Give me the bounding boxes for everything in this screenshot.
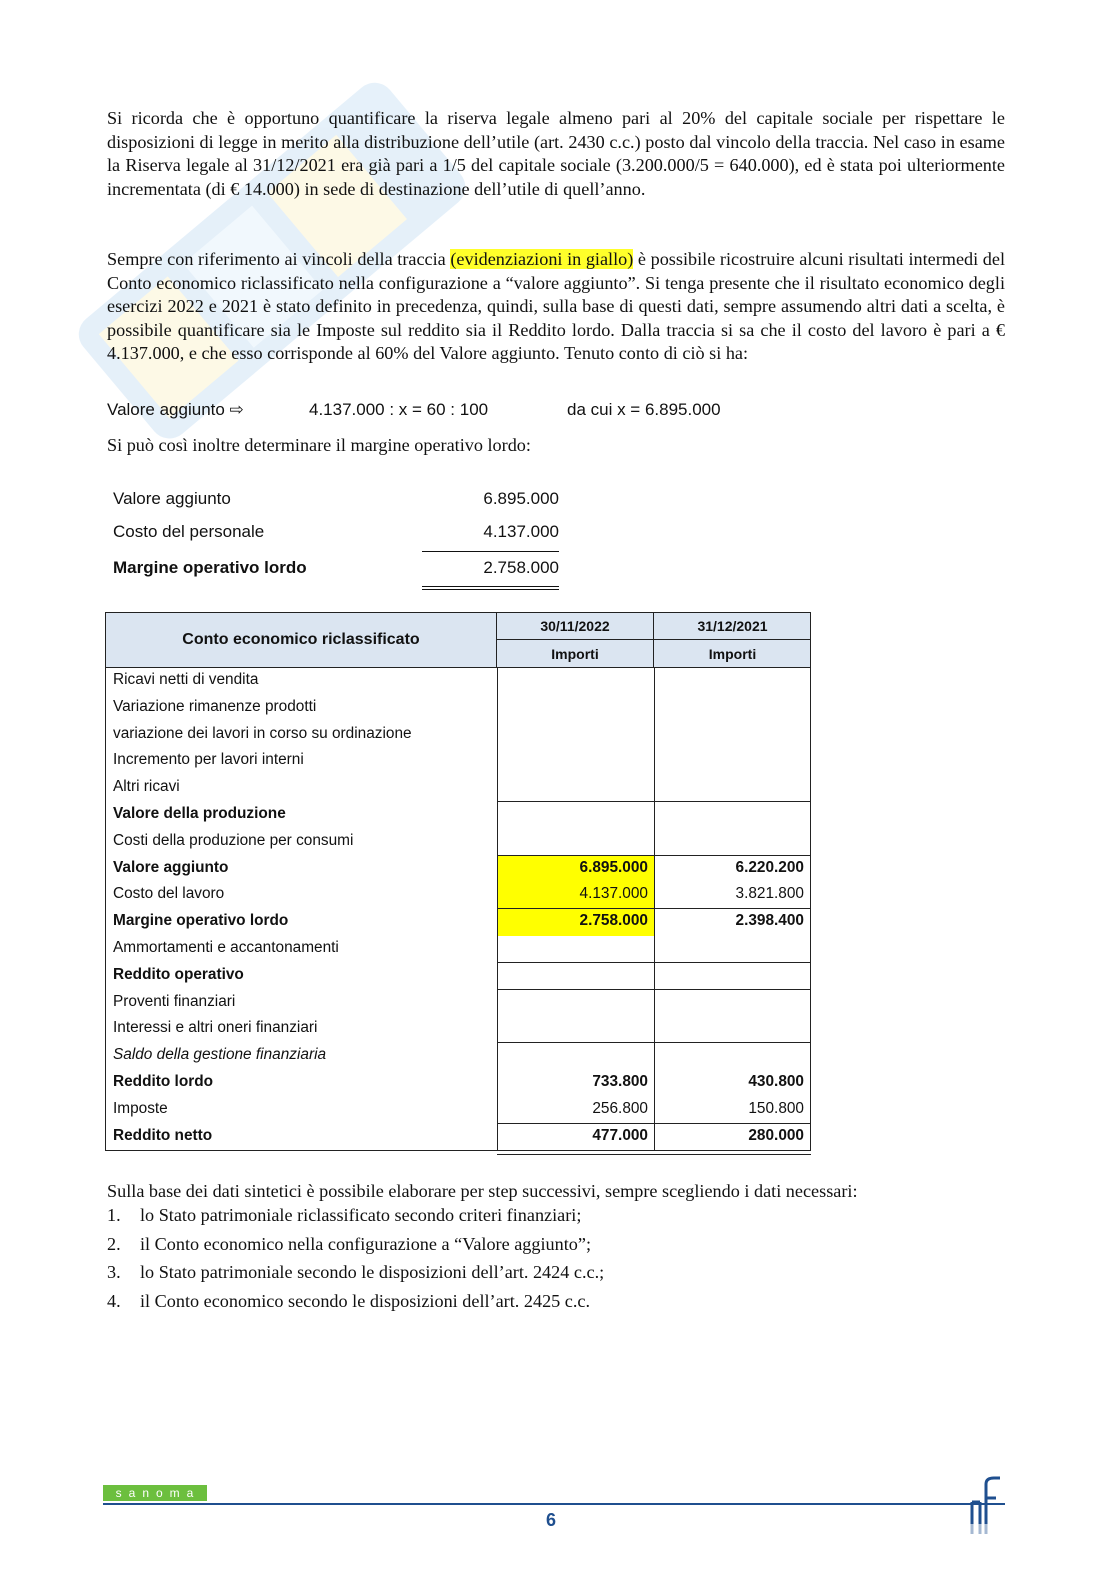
value-2022: 256.800 bbox=[497, 1097, 654, 1124]
value-2021: 6.220.200 bbox=[654, 856, 811, 883]
column-date: 31/12/2021 bbox=[654, 613, 811, 640]
conto-economico-table bbox=[105, 612, 811, 1151]
table-row bbox=[106, 856, 811, 883]
paragraph-mol-intro: Si può così inoltre determinare il margine operativo lordo: bbox=[107, 435, 531, 455]
column-sub: Importi bbox=[551, 645, 599, 662]
value-2021: 3.821.800 bbox=[654, 882, 811, 909]
paragraph-vincoli-traccia bbox=[107, 248, 1005, 366]
publisher-logo-icon bbox=[962, 1474, 1006, 1538]
table-title: Conto economico riclassificato bbox=[106, 613, 497, 667]
value-2021 bbox=[654, 748, 811, 775]
value-2022 bbox=[497, 963, 654, 990]
table-row bbox=[106, 802, 811, 829]
row-label: Imposte bbox=[113, 1099, 168, 1117]
row-label: variazione dei lavori in corso su ordinazione bbox=[113, 724, 412, 742]
total-double-line bbox=[422, 586, 559, 590]
paragraph-text: è possibile ricostruire alcuni risultati intermedi del Conto economico riclassificato nella configurazione a “valore aggiunto”. Si tenga presente che il risultato economico degli esercizi 2022 e 2021 è stato definito in precedenza, quindi, sulla base di questi dati, sempre assumendo altri dati a scelta, è possibile quantificare sia le Imposte sul reddito sia il Reddito lordo. Dalla traccia si sa che il costo del lavoro è pari a € 4.137.000, e che esso corrisponde al 60% del Valore aggiunto. Tenuto conto di ciò si ha: bbox=[107, 249, 1005, 363]
list-number: 4. bbox=[107, 1290, 121, 1311]
table-row bbox=[106, 775, 811, 802]
total-double-line bbox=[497, 1152, 811, 1155]
list-number: 3. bbox=[107, 1262, 121, 1282]
mol-row bbox=[107, 550, 567, 586]
mol-label: Costo del personale bbox=[113, 522, 265, 541]
table-row bbox=[106, 1097, 811, 1124]
list-item bbox=[107, 1290, 1007, 1319]
formula-result: da cui x = 6.895.000 bbox=[567, 400, 721, 419]
mol-row bbox=[107, 484, 567, 517]
value-2022 bbox=[497, 802, 654, 829]
value-2021: 150.800 bbox=[654, 1097, 811, 1124]
row-label: Saldo della gestione finanziaria bbox=[113, 1046, 327, 1064]
step-list bbox=[107, 1204, 1007, 1318]
table-row bbox=[106, 909, 811, 936]
value-2022 bbox=[497, 1016, 654, 1043]
table-header bbox=[105, 612, 811, 668]
column-2021 bbox=[654, 613, 811, 667]
row-label: Interessi e altri oneri finanziari bbox=[113, 1019, 318, 1037]
row-label: Margine operativo lordo bbox=[113, 912, 289, 930]
value-2022: 733.800 bbox=[497, 1070, 654, 1097]
value-2022: 477.000 bbox=[497, 1124, 654, 1151]
value-2021 bbox=[654, 1016, 811, 1043]
value-2022 bbox=[497, 775, 654, 802]
formula-label: Valore aggiunto ⇨ bbox=[107, 400, 244, 419]
mol-calculation bbox=[107, 484, 567, 586]
table-row bbox=[106, 990, 811, 1017]
mol-value: 4.137.000 bbox=[483, 522, 559, 541]
value-2022 bbox=[497, 722, 654, 749]
table-row bbox=[106, 668, 811, 695]
row-label: Variazione rimanenze prodotti bbox=[113, 697, 317, 715]
value-2021 bbox=[654, 1043, 811, 1070]
table-row bbox=[106, 936, 811, 963]
table-row bbox=[106, 882, 811, 909]
value-2022: 2.758.000 bbox=[497, 909, 654, 936]
list-text: lo Stato patrimoniale riclassificato secondo criteri finanziari; bbox=[140, 1205, 582, 1225]
row-label: Proventi finanziari bbox=[113, 992, 236, 1010]
column-2022 bbox=[497, 613, 654, 667]
value-2021: 280.000 bbox=[654, 1124, 811, 1151]
row-label: Reddito netto bbox=[113, 1126, 213, 1144]
mol-value: 6.895.000 bbox=[483, 489, 559, 508]
list-number: 1. bbox=[107, 1205, 121, 1225]
row-label: Reddito lordo bbox=[113, 1072, 214, 1090]
value-2022 bbox=[497, 990, 654, 1017]
list-number: 2. bbox=[107, 1233, 121, 1254]
column-date: 30/11/2022 bbox=[497, 613, 653, 640]
page-number: 6 bbox=[546, 1510, 557, 1530]
paragraph-text: Sempre con riferimento ai vincoli della traccia bbox=[107, 249, 451, 269]
row-label: Valore aggiunto bbox=[113, 858, 229, 876]
row-label: Valore della produzione bbox=[113, 804, 286, 822]
value-2022 bbox=[497, 829, 654, 856]
value-2022 bbox=[497, 748, 654, 775]
value-2021: 2.398.400 bbox=[654, 909, 811, 936]
value-2021 bbox=[654, 722, 811, 749]
list-item bbox=[107, 1261, 1007, 1290]
paragraph-riserva-legale: Si ricorda che è opportuno quantificare la riserva legale almeno pari al 20% del capitale sociale per rispettare le disposizioni di legge in merito alla distribuzione dell’utile (art. 2430 c.c.) posto dal vincolo della traccia. Nel caso in esame la Riserva legale al 31/12/2021 era già pari a 1/5 del capitale sociale (3.200.000/5 = 640.000), ed è stata poi ulteriormente incrementata (di € 14.000) in sede di destinazione dell’utile di quell’anno. bbox=[107, 108, 1005, 199]
value-2021: 430.800 bbox=[654, 1070, 811, 1097]
list-item bbox=[107, 1233, 1007, 1262]
value-2021 bbox=[654, 829, 811, 856]
mol-value: 2.758.000 bbox=[483, 558, 559, 577]
value-2022: 4.137.000 bbox=[497, 882, 654, 909]
table-row bbox=[106, 695, 811, 722]
paragraph-step-intro: Sulla base dei dati sintetici è possibile elaborare per step successivi, sempre scegliendo i dati necessari: bbox=[107, 1181, 858, 1201]
highlighted-text: (evidenziazioni in giallo) bbox=[450, 249, 634, 269]
value-2021 bbox=[654, 668, 811, 695]
row-label: Costo del lavoro bbox=[113, 885, 225, 903]
list-item bbox=[107, 1204, 1007, 1233]
value-2021 bbox=[654, 936, 811, 963]
mol-label: Valore aggiunto bbox=[113, 489, 231, 508]
value-2022 bbox=[497, 668, 654, 695]
formula-equation: 4.137.000 : x = 60 : 100 bbox=[309, 400, 489, 419]
value-2021 bbox=[654, 963, 811, 990]
mol-label: Margine operativo lordo bbox=[113, 558, 307, 577]
value-2021 bbox=[654, 990, 811, 1017]
list-text: il Conto economico nella configurazione a “Valore aggiunto”; bbox=[140, 1233, 591, 1254]
row-label: Altri ricavi bbox=[113, 778, 180, 796]
row-label: Costi della produzione per consumi bbox=[113, 831, 354, 849]
table-row bbox=[106, 829, 811, 856]
table-row bbox=[106, 722, 811, 749]
table-row bbox=[106, 748, 811, 775]
value-2022 bbox=[497, 936, 654, 963]
value-2021 bbox=[654, 775, 811, 802]
footer-divider bbox=[103, 1503, 1005, 1505]
mol-row bbox=[107, 517, 567, 550]
table-row bbox=[106, 1043, 811, 1070]
value-2022 bbox=[497, 1043, 654, 1070]
sanoma-logo: sanoma bbox=[103, 1485, 207, 1501]
list-text: lo Stato patrimoniale secondo le disposizioni dell’art. 2424 c.c.; bbox=[140, 1262, 605, 1282]
table-row bbox=[106, 1124, 811, 1151]
table-body bbox=[105, 668, 811, 1151]
column-sub: Importi bbox=[708, 645, 757, 662]
table-row bbox=[106, 1070, 811, 1097]
value-2021 bbox=[654, 695, 811, 722]
value-2021 bbox=[654, 802, 811, 829]
row-label: Ricavi netti di vendita bbox=[113, 671, 259, 688]
row-label: Ammortamenti e accantonamenti bbox=[113, 938, 339, 956]
table-row bbox=[106, 1016, 811, 1043]
row-label: Incremento per lavori interni bbox=[113, 751, 304, 769]
value-2022 bbox=[497, 695, 654, 722]
list-text: il Conto economico secondo le disposizioni dell’art. 2425 c.c. bbox=[140, 1290, 591, 1311]
table-row bbox=[106, 963, 811, 990]
value-2022: 6.895.000 bbox=[497, 856, 654, 883]
row-label: Reddito operativo bbox=[113, 965, 244, 983]
